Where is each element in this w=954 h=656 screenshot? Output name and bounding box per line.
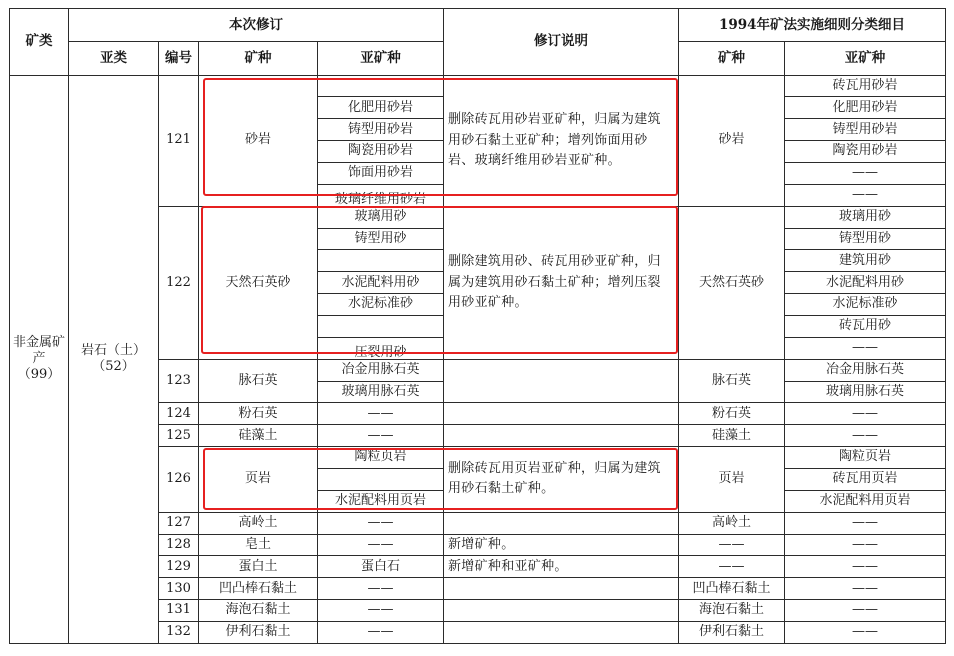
mineral-name: 粉石英 bbox=[199, 403, 318, 425]
old-mineral-name: 伊利石黏土 bbox=[679, 622, 785, 644]
sub-mineral: —— bbox=[318, 534, 444, 556]
mineral-number: 123 bbox=[159, 359, 199, 403]
sub-mineral: —— bbox=[318, 578, 444, 600]
old-mineral-name: 砂岩 bbox=[679, 75, 785, 206]
revision-note: 删除砖瓦用砂岩亚矿种，归属为建筑用砂石黏土亚矿种；增列饰面用砂岩、玻璃纤维用砂岩亚矿种。 bbox=[444, 75, 679, 206]
old-mineral-name: 高岭土 bbox=[679, 512, 785, 534]
sub-mineral: —— bbox=[318, 622, 444, 644]
old-sub-mineral: —— bbox=[785, 184, 946, 206]
sub-mineral: 水泥标准砂 bbox=[318, 294, 444, 316]
old-sub-mineral: 化肥用砂岩 bbox=[785, 97, 946, 119]
mineral-name: 凹凸棒石黏土 bbox=[199, 578, 318, 600]
mineral-name: 海泡石黏土 bbox=[199, 600, 318, 622]
category-count: （99） bbox=[17, 367, 61, 383]
old-sub-mineral: 玻璃用脉石英 bbox=[785, 381, 946, 403]
revision-note bbox=[444, 600, 679, 622]
mineral-number: 126 bbox=[159, 447, 199, 513]
old-sub-mineral: —— bbox=[785, 556, 946, 578]
sub-mineral: 铸型用砂岩 bbox=[318, 119, 444, 141]
mineral-name: 脉石英 bbox=[199, 359, 318, 403]
mineral-number: 128 bbox=[159, 534, 199, 556]
sub-mineral: 压裂用砂 bbox=[318, 337, 444, 359]
old-mineral-name: —— bbox=[679, 534, 785, 556]
old-sub-mineral: —— bbox=[785, 403, 946, 425]
header-old-mineral: 矿种 bbox=[679, 42, 785, 75]
mineral-number: 131 bbox=[159, 600, 199, 622]
table-row bbox=[10, 75, 946, 97]
mineral-classification-table bbox=[9, 8, 946, 644]
old-mineral-name: 天然石英砂 bbox=[679, 206, 785, 359]
revision-note: 新增矿种和亚矿种。 bbox=[444, 556, 679, 578]
revision-note bbox=[444, 359, 679, 403]
old-sub-mineral: 砖瓦用砂岩 bbox=[785, 75, 946, 97]
old-mineral-name: 海泡石黏土 bbox=[679, 600, 785, 622]
old-sub-mineral: 水泥标准砂 bbox=[785, 294, 946, 316]
old-sub-mineral: 陶粒页岩 bbox=[785, 447, 946, 469]
old-sub-mineral: 陶瓷用砂岩 bbox=[785, 141, 946, 163]
subcategory-name: 岩石（土） bbox=[80, 343, 146, 359]
revision-note bbox=[444, 512, 679, 534]
revision-note: 删除建筑用砂、砖瓦用砂亚矿种，归属为建筑用砂石黏土矿种；增列压裂用砂亚矿种。 bbox=[444, 206, 679, 359]
mineral-number: 122 bbox=[159, 206, 199, 359]
sub-mineral: 玻璃用砂 bbox=[318, 206, 444, 228]
revision-note bbox=[444, 622, 679, 644]
old-sub-mineral: 建筑用砂 bbox=[785, 250, 946, 272]
header-old-catalog: 1994年矿法实施细则分类细目 bbox=[679, 9, 946, 42]
category-name: 非金属矿产 bbox=[12, 334, 65, 367]
sub-mineral: 玻璃用脉石英 bbox=[318, 381, 444, 403]
sub-mineral: 陶粒页岩 bbox=[318, 447, 444, 469]
sub-mineral: —— bbox=[318, 600, 444, 622]
sub-mineral: 冶金用脉石英 bbox=[318, 359, 444, 381]
sub-mineral: 蛋白石 bbox=[318, 556, 444, 578]
mineral-name: 伊利石黏土 bbox=[199, 622, 318, 644]
mineral-name: 砂岩 bbox=[199, 75, 318, 206]
old-sub-mineral: —— bbox=[785, 534, 946, 556]
sub-mineral bbox=[318, 250, 444, 272]
header-sub-mineral: 亚矿种 bbox=[318, 42, 444, 75]
old-mineral-name: —— bbox=[679, 556, 785, 578]
sub-mineral: —— bbox=[318, 425, 444, 447]
old-mineral-name: 硅藻土 bbox=[679, 425, 785, 447]
old-sub-mineral: 冶金用脉石英 bbox=[785, 359, 946, 381]
category-cell bbox=[10, 75, 69, 643]
header-old-sub-mineral: 亚矿种 bbox=[785, 42, 946, 75]
subcategory-cell bbox=[69, 75, 159, 643]
header-revision-note: 修订说明 bbox=[444, 9, 679, 76]
sub-mineral: 铸型用砂 bbox=[318, 228, 444, 250]
old-sub-mineral: —— bbox=[785, 578, 946, 600]
old-sub-mineral: 水泥配料用页岩 bbox=[785, 490, 946, 512]
mineral-name: 硅藻土 bbox=[199, 425, 318, 447]
mineral-number: 130 bbox=[159, 578, 199, 600]
sub-mineral: 水泥配料用页岩 bbox=[318, 490, 444, 512]
revision-note: 新增矿种。 bbox=[444, 534, 679, 556]
header-mineral: 矿种 bbox=[199, 42, 318, 75]
mineral-number: 127 bbox=[159, 512, 199, 534]
old-mineral-name: 粉石英 bbox=[679, 403, 785, 425]
revision-note: 删除砖瓦用页岩亚矿种，归属为建筑用砂石黏土矿种。 bbox=[444, 447, 679, 513]
sub-mineral: —— bbox=[318, 512, 444, 534]
header-category: 矿类 bbox=[10, 9, 69, 76]
sub-mineral bbox=[318, 315, 444, 337]
old-mineral-name: 页岩 bbox=[679, 447, 785, 513]
sub-mineral: —— bbox=[318, 403, 444, 425]
old-sub-mineral: —— bbox=[785, 622, 946, 644]
old-sub-mineral: 水泥配料用砂 bbox=[785, 272, 946, 294]
sub-mineral: 饰面用砂岩 bbox=[318, 162, 444, 184]
old-sub-mineral: —— bbox=[785, 337, 946, 359]
old-sub-mineral: 砖瓦用砂 bbox=[785, 315, 946, 337]
old-sub-mineral: 铸型用砂岩 bbox=[785, 119, 946, 141]
header-subcategory: 亚类 bbox=[69, 42, 159, 75]
sub-mineral: 水泥配料用砂 bbox=[318, 272, 444, 294]
header-current-revision: 本次修订 bbox=[69, 9, 444, 42]
mineral-name: 高岭土 bbox=[199, 512, 318, 534]
old-sub-mineral: —— bbox=[785, 512, 946, 534]
old-sub-mineral: —— bbox=[785, 600, 946, 622]
mineral-name: 皂土 bbox=[199, 534, 318, 556]
subcategory-count: （52） bbox=[92, 359, 135, 375]
revision-note bbox=[444, 425, 679, 447]
mineral-number: 124 bbox=[159, 403, 199, 425]
revision-note bbox=[444, 578, 679, 600]
mineral-number: 121 bbox=[159, 75, 199, 206]
old-sub-mineral: 砖瓦用页岩 bbox=[785, 469, 946, 491]
mineral-number: 132 bbox=[159, 622, 199, 644]
old-sub-mineral: 玻璃用砂 bbox=[785, 206, 946, 228]
old-mineral-name: 凹凸棒石黏土 bbox=[679, 578, 785, 600]
mineral-number: 125 bbox=[159, 425, 199, 447]
old-sub-mineral: —— bbox=[785, 425, 946, 447]
old-mineral-name: 脉石英 bbox=[679, 359, 785, 403]
old-sub-mineral: —— bbox=[785, 162, 946, 184]
sub-mineral bbox=[318, 75, 444, 97]
revision-note bbox=[444, 403, 679, 425]
sub-mineral bbox=[318, 469, 444, 491]
mineral-name: 蛋白土 bbox=[199, 556, 318, 578]
mineral-number: 129 bbox=[159, 556, 199, 578]
sub-mineral: 陶瓷用砂岩 bbox=[318, 141, 444, 163]
sub-mineral: 化肥用砂岩 bbox=[318, 97, 444, 119]
old-sub-mineral: 铸型用砂 bbox=[785, 228, 946, 250]
header-number: 编号 bbox=[159, 42, 199, 75]
mineral-name: 页岩 bbox=[199, 447, 318, 513]
mineral-name: 天然石英砂 bbox=[199, 206, 318, 359]
sub-mineral: 玻璃纤维用砂岩 bbox=[318, 184, 444, 206]
